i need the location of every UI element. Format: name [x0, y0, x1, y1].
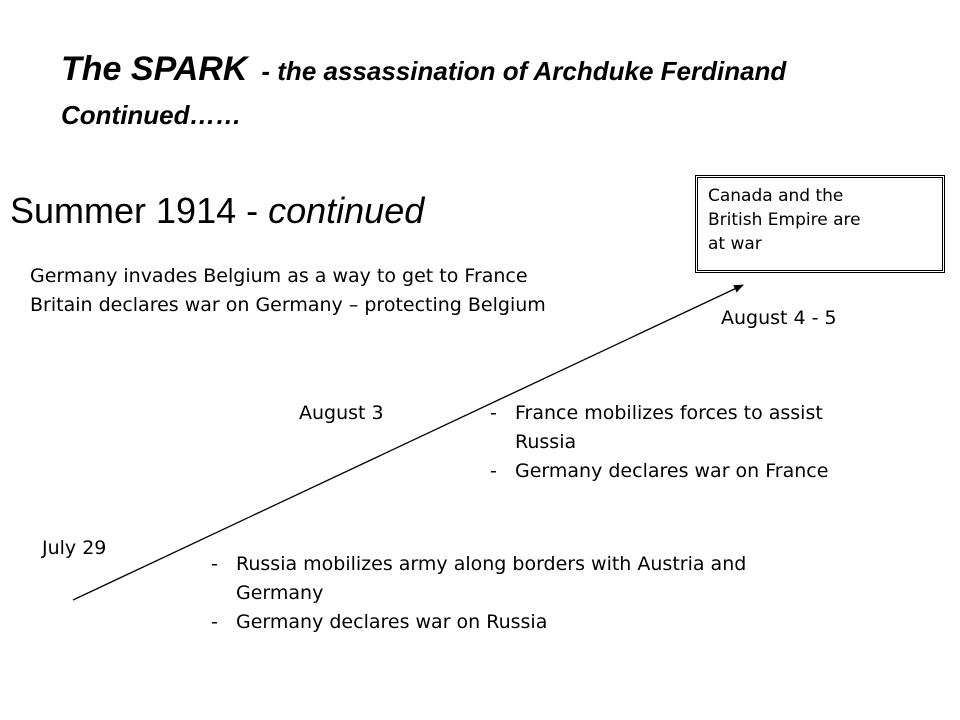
slide-title [61, 50, 786, 89]
date-label-aug-3: August 3 [299, 402, 384, 424]
aug3-events [490, 399, 828, 486]
aug45-events [30, 262, 546, 320]
aug3-event-1-line-2: Russia [515, 431, 577, 453]
aug3-event-1-line-1: France mobilizes forces to assist [515, 402, 823, 424]
box-line-2: British Empire are [708, 210, 861, 230]
bullet-dash: - [211, 611, 218, 633]
date-label-aug-4-5: August 4 - 5 [721, 307, 837, 329]
aug45-event-1: Germany invades Belgium as a way to get to France [30, 265, 528, 287]
title-subtitle: - the assassination of Archduke Ferdinand [261, 56, 787, 86]
aug3-event-1 [490, 399, 828, 457]
section-heading [10, 190, 424, 232]
title-main: The SPARK [61, 50, 248, 88]
bullet-dash: - [211, 553, 218, 575]
jul29-event-1 [211, 550, 746, 608]
aug3-event-2 [490, 457, 828, 486]
date-label-jul-29: July 29 [42, 537, 107, 559]
title-continued: Continued…… [61, 100, 242, 130]
jul29-event-1-line-1: Russia mobilizes army along borders with Austria and [236, 553, 747, 575]
jul29-event-1-line-2: Germany [236, 582, 324, 604]
empire-at-war-box [695, 175, 945, 273]
box-line-3: at war [708, 234, 762, 254]
aug45-event-2: Britain declares war on Germany – protecting Belgium [30, 294, 546, 316]
jul29-event-2-line-1: Germany declares war on Russia [236, 611, 548, 633]
aug3-event-2-line-1: Germany declares war on France [515, 460, 829, 482]
box-line-1: Canada and the [708, 186, 844, 206]
bullet-dash: - [490, 460, 497, 482]
heading-prefix: Summer 1914 - [10, 190, 269, 231]
bullet-dash: - [490, 402, 497, 424]
jul29-events [211, 550, 746, 637]
heading-italic: continued [268, 190, 425, 231]
jul29-event-2 [211, 608, 746, 637]
